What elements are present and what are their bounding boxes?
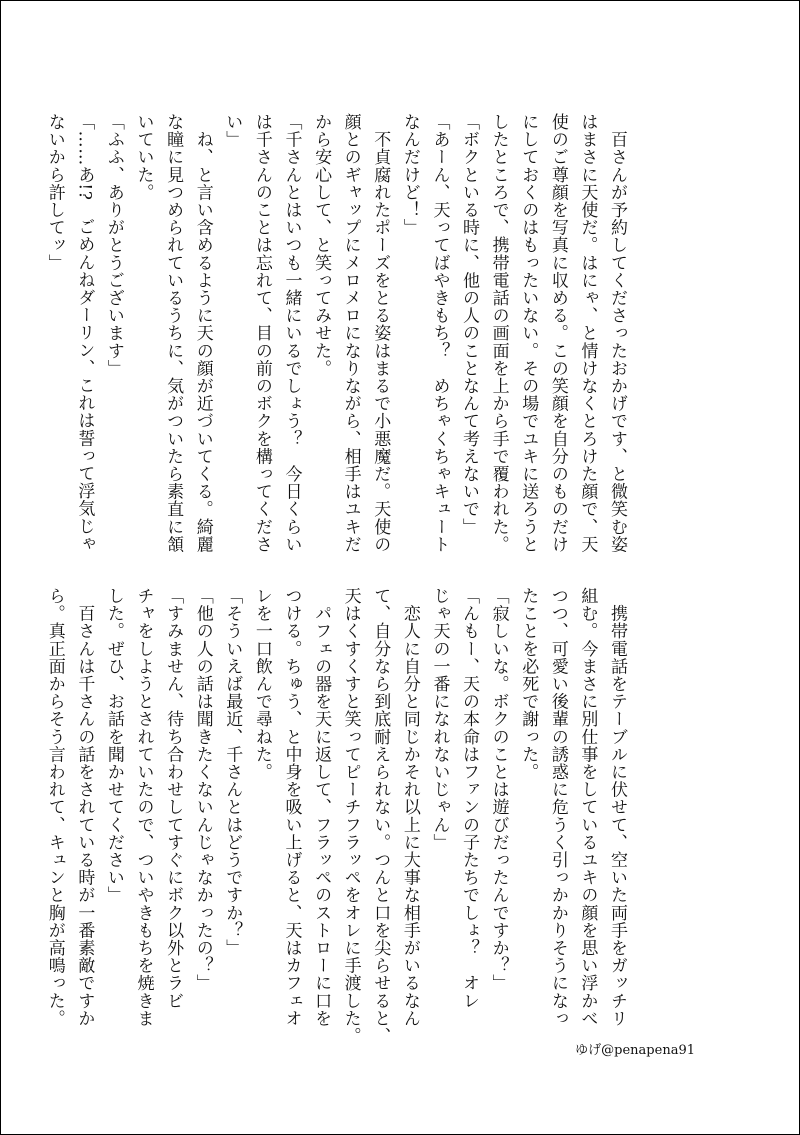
text-line: いていた。 xyxy=(133,113,154,201)
text-line: 天はくすくすと笑ってピーチフラッペをオレに手渡した。 xyxy=(340,587,361,1045)
text-line: て、自分なら到底耐えられない。つんと口を尖らせると、 xyxy=(370,587,391,1045)
text-line: パフェの器を天に返して、フラッペのストローに口を xyxy=(311,587,332,1027)
text-line: したところで、携帯電話の画面を上から手で覆われた。 xyxy=(488,113,509,553)
bottom-text-section xyxy=(39,587,631,1045)
text-line: 「寂しいな。ボクのことは遊びだったんですか？」 xyxy=(488,587,509,992)
text-line: 「あーん、天ってばやきもち？ めちゃくちゃキュート xyxy=(429,113,450,553)
text-line: 「千さんとはいつも一緒にいるでしょう？ 今日くらい xyxy=(281,113,302,553)
author-credit: ゆげ@penapena91 xyxy=(575,1043,695,1058)
text-line: たことを必死で謝った。 xyxy=(518,587,539,781)
text-line: 百さんは千さんの話をされている時が一番素敵ですか xyxy=(74,587,95,1027)
top-text-section xyxy=(39,113,631,553)
text-line: ないから許してッ」 xyxy=(44,113,65,272)
text-line: から安心して、と笑ってみせた。 xyxy=(311,113,332,377)
text-line: 「すみません、待ち合わせしてすぐにボク以外とラビ xyxy=(163,587,184,1010)
text-line: 「他の人の話は聞きたくないんじゃなかったの？」 xyxy=(192,587,213,992)
text-line: つける。ちゅう、と中身を吸い上げると、天はカフェオ xyxy=(281,587,302,1027)
text-line: した。ぜひ、お話を聞かせてください」 xyxy=(103,587,124,904)
text-line: 携帯電話をテーブルに伏せて、空いた両手をガッチリ xyxy=(607,587,627,1027)
text-line: 顔とのギャップにメロメロになりながら、相手はユキだ xyxy=(340,113,361,553)
text-line: チャをしようとされていたので、ついやきもちを焼きま xyxy=(133,587,154,1027)
text-line: にしておくのはもったいない。その場でユキに送ろうと xyxy=(518,113,539,553)
text-line: は千さんのことは忘れて、目の前のボクを構ってくださ xyxy=(251,113,272,553)
text-line: ら。真正面からそう言われて、キュンと胸が高鳴った。 xyxy=(44,587,65,1027)
text-line: な瞳に見つめられているうちに、気がついたら素直に頷 xyxy=(163,113,184,553)
text-line: 「ボクといる時に、他の人のことなんて考えないで」 xyxy=(459,113,480,536)
text-line: はまさに天使だ。はにゃ、と情けなくとろけた顔で、天 xyxy=(577,113,598,553)
text-line: 「ふふ、ありがとうございます」 xyxy=(103,113,124,377)
text-line: 「……あ!? ごめんねダーリン、これは誓って浮気じゃ xyxy=(74,113,95,553)
text-line: い」 xyxy=(222,113,243,149)
text-line: 「んもー、天の本命はファンの子たちでしょ？ オレ xyxy=(459,587,480,1010)
text-line: レを一口飲んで尋ねた。 xyxy=(251,587,272,781)
text-line: じゃ天の一番になれないじゃん」 xyxy=(429,587,450,851)
text-line: ね、と言い含めるように天の顔が近づいてくる。綺麗 xyxy=(192,113,213,553)
text-line: なんだけど！」 xyxy=(399,113,420,237)
text-line: 百さんが予約してくださったおかげです、と微笑む姿 xyxy=(607,113,627,553)
text-line: 「そういえば最近、千さんとはどうですか？」 xyxy=(222,587,243,957)
text-line: つつ、可愛い後輩の誘惑に危うく引っかかりそうになっ xyxy=(547,587,568,1027)
text-line: 使のご尊顔を写真に収める。この笑顔を自分のものだけ xyxy=(547,113,568,553)
text-line: 恋人に自分と同じかそれ以上に大事な相手がいるなん xyxy=(399,587,420,1027)
text-line: 不貞腐れたポーズをとる姿はまるで小悪魔だ。天使の xyxy=(370,113,391,553)
text-line: 組む。今まさに別仕事をしているユキの顔を思い浮かべ xyxy=(577,587,598,1027)
